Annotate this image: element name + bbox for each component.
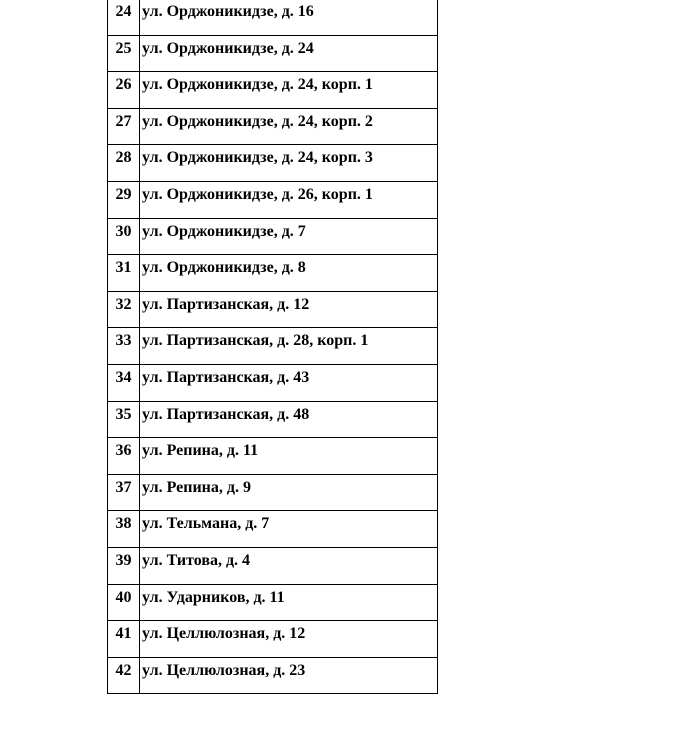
address-cell: ул. Партизанская, д. 43	[140, 364, 438, 401]
address-cell: ул. Целлюлозная, д. 12	[140, 621, 438, 658]
table-row	[108, 364, 438, 401]
address-cell: ул. Орджоникидзе, д. 24, корп. 3	[140, 145, 438, 182]
row-number: 38	[108, 511, 140, 548]
table-row	[108, 328, 438, 365]
row-number: 42	[108, 657, 140, 694]
address-cell: ул. Орджоникидзе, д. 16	[140, 0, 438, 35]
address-cell: ул. Целлюлозная, д. 23	[140, 657, 438, 694]
table-row	[108, 474, 438, 511]
table-row	[108, 35, 438, 72]
row-number: 36	[108, 438, 140, 475]
table-row	[108, 657, 438, 694]
table-row	[108, 218, 438, 255]
row-number: 39	[108, 547, 140, 584]
address-cell: ул. Ударников, д. 11	[140, 584, 438, 621]
address-cell: ул. Орджоникидзе, д. 24, корп. 2	[140, 108, 438, 145]
table-row	[108, 584, 438, 621]
address-cell: ул. Орджоникидзе, д. 7	[140, 218, 438, 255]
table-row	[108, 145, 438, 182]
address-cell: ул. Репина, д. 9	[140, 474, 438, 511]
table-row	[108, 255, 438, 292]
row-number: 30	[108, 218, 140, 255]
table-row	[108, 181, 438, 218]
row-number: 24	[108, 0, 140, 35]
address-table-body	[108, 0, 438, 694]
table-row	[108, 547, 438, 584]
address-cell: ул. Репина, д. 11	[140, 438, 438, 475]
row-number: 37	[108, 474, 140, 511]
row-number: 40	[108, 584, 140, 621]
address-cell: ул. Титова, д. 4	[140, 547, 438, 584]
address-cell: ул. Партизанская, д. 12	[140, 291, 438, 328]
table-row	[108, 438, 438, 475]
table-row	[108, 401, 438, 438]
row-number: 34	[108, 364, 140, 401]
table-row	[108, 511, 438, 548]
row-number: 26	[108, 72, 140, 109]
row-number: 31	[108, 255, 140, 292]
row-number: 28	[108, 145, 140, 182]
row-number: 35	[108, 401, 140, 438]
address-cell: ул. Тельмана, д. 7	[140, 511, 438, 548]
address-cell: ул. Партизанская, д. 48	[140, 401, 438, 438]
table-row	[108, 291, 438, 328]
row-number: 29	[108, 181, 140, 218]
address-cell: ул. Орджоникидзе, д. 24	[140, 35, 438, 72]
address-cell: ул. Партизанская, д. 28, корп. 1	[140, 328, 438, 365]
table-row	[108, 108, 438, 145]
row-number: 33	[108, 328, 140, 365]
address-cell: ул. Орджоникидзе, д. 8	[140, 255, 438, 292]
row-number: 32	[108, 291, 140, 328]
row-number: 25	[108, 35, 140, 72]
table-row	[108, 0, 438, 35]
table-row	[108, 621, 438, 658]
row-number: 27	[108, 108, 140, 145]
address-cell: ул. Орджоникидзе, д. 24, корп. 1	[140, 72, 438, 109]
address-cell: ул. Орджоникидзе, д. 26, корп. 1	[140, 181, 438, 218]
row-number: 41	[108, 621, 140, 658]
table-row	[108, 72, 438, 109]
address-table	[107, 0, 438, 694]
